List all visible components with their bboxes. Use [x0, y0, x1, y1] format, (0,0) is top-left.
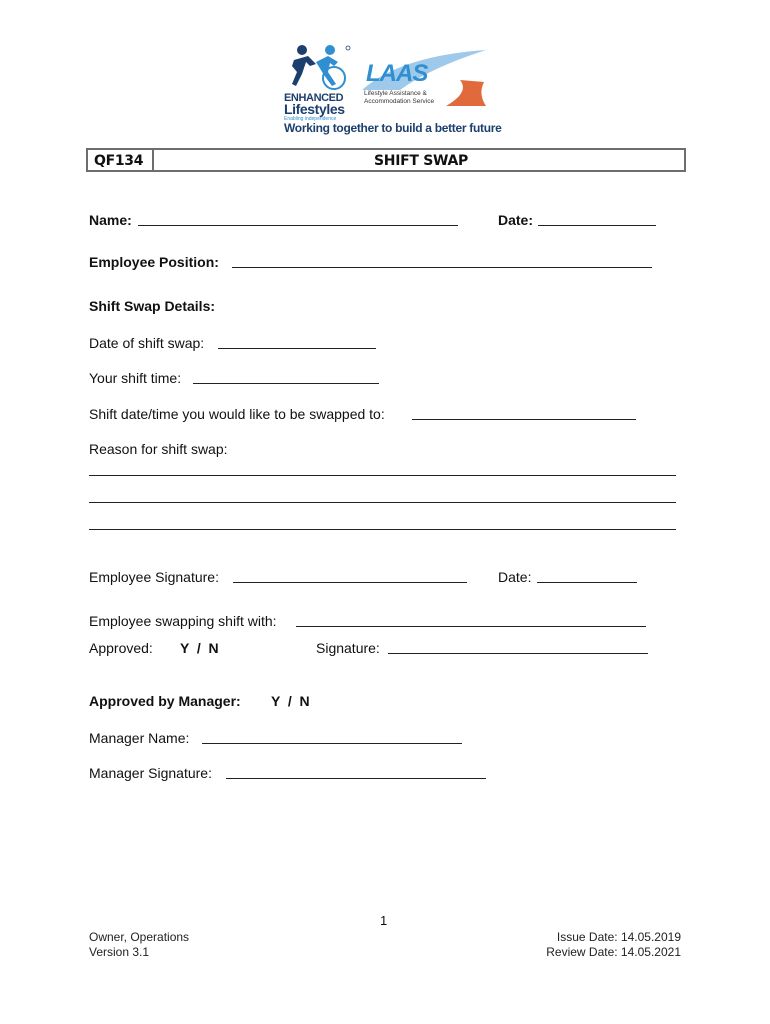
your-shift-label: Your shift time:: [89, 370, 182, 386]
footer-issue-date: Issue Date: 14.05.2019: [556, 930, 681, 944]
reason-line-1[interactable]: [89, 475, 676, 476]
footer-review-date: Review Date: 14.05.2021: [546, 945, 681, 959]
approved-manager-yn[interactable]: Y / N: [271, 693, 310, 709]
signature-label: Signature:: [316, 640, 380, 656]
logo-tagline: Working together to build a better future: [284, 121, 502, 135]
header-divider: [152, 150, 154, 170]
name-field[interactable]: [138, 225, 458, 226]
reason-label: Reason for shift swap:: [89, 441, 228, 457]
date-of-swap-field[interactable]: [218, 348, 376, 349]
employee-signature-label: Employee Signature:: [89, 569, 219, 585]
logo: [284, 40, 502, 140]
position-field[interactable]: [232, 267, 652, 268]
date-field[interactable]: [538, 225, 656, 226]
name-label: Name:: [89, 212, 132, 228]
swapping-with-field[interactable]: [296, 626, 646, 627]
logo-laas-sub1: Lifestyle Assistance &: [364, 90, 427, 97]
signature-field[interactable]: [388, 653, 648, 654]
your-shift-field[interactable]: [193, 383, 379, 384]
form-header: [86, 148, 686, 172]
enhanced-lifestyles-logo-icon: [286, 42, 356, 94]
logo-laas-sub2: Accommodation Service: [364, 98, 435, 105]
manager-signature-field[interactable]: [226, 778, 486, 779]
manager-name-label: Manager Name:: [89, 730, 190, 746]
reason-line-3[interactable]: [89, 529, 676, 530]
page-number: 1: [380, 913, 388, 928]
logo-laas: LAAS: [366, 60, 428, 87]
footer-version: Version 3.1: [89, 945, 150, 959]
position-label: Employee Position:: [89, 254, 219, 270]
manager-name-field[interactable]: [202, 743, 462, 744]
swap-to-label: Shift date/time you would like to be swapped to:: [89, 406, 385, 422]
form-title: SHIFT SWAP: [374, 153, 468, 169]
logo-enabling: Enabling independence: [284, 116, 337, 122]
logo-enhanced: ENHANCED: [284, 92, 344, 104]
form-code: QF134: [94, 153, 144, 169]
details-heading: Shift Swap Details:: [89, 298, 216, 314]
approved-label: Approved:: [89, 640, 153, 656]
logo-lifestyles: Lifestyles: [284, 101, 345, 117]
reason-line-2[interactable]: [89, 502, 676, 503]
date-label: Date:: [498, 212, 534, 228]
swapping-with-label: Employee swapping shift with:: [89, 613, 277, 629]
swap-to-field[interactable]: [412, 419, 636, 420]
employee-signature-field[interactable]: [233, 582, 467, 583]
footer-owner: Owner, Operations: [89, 930, 190, 944]
date-of-swap-label: Date of shift swap:: [89, 335, 205, 351]
manager-signature-label: Manager Signature:: [89, 765, 212, 781]
approved-manager-label: Approved by Manager:: [89, 693, 241, 709]
date2-field[interactable]: [537, 582, 637, 583]
date2-label: Date:: [498, 569, 532, 585]
approved-yn[interactable]: Y / N: [180, 640, 219, 656]
